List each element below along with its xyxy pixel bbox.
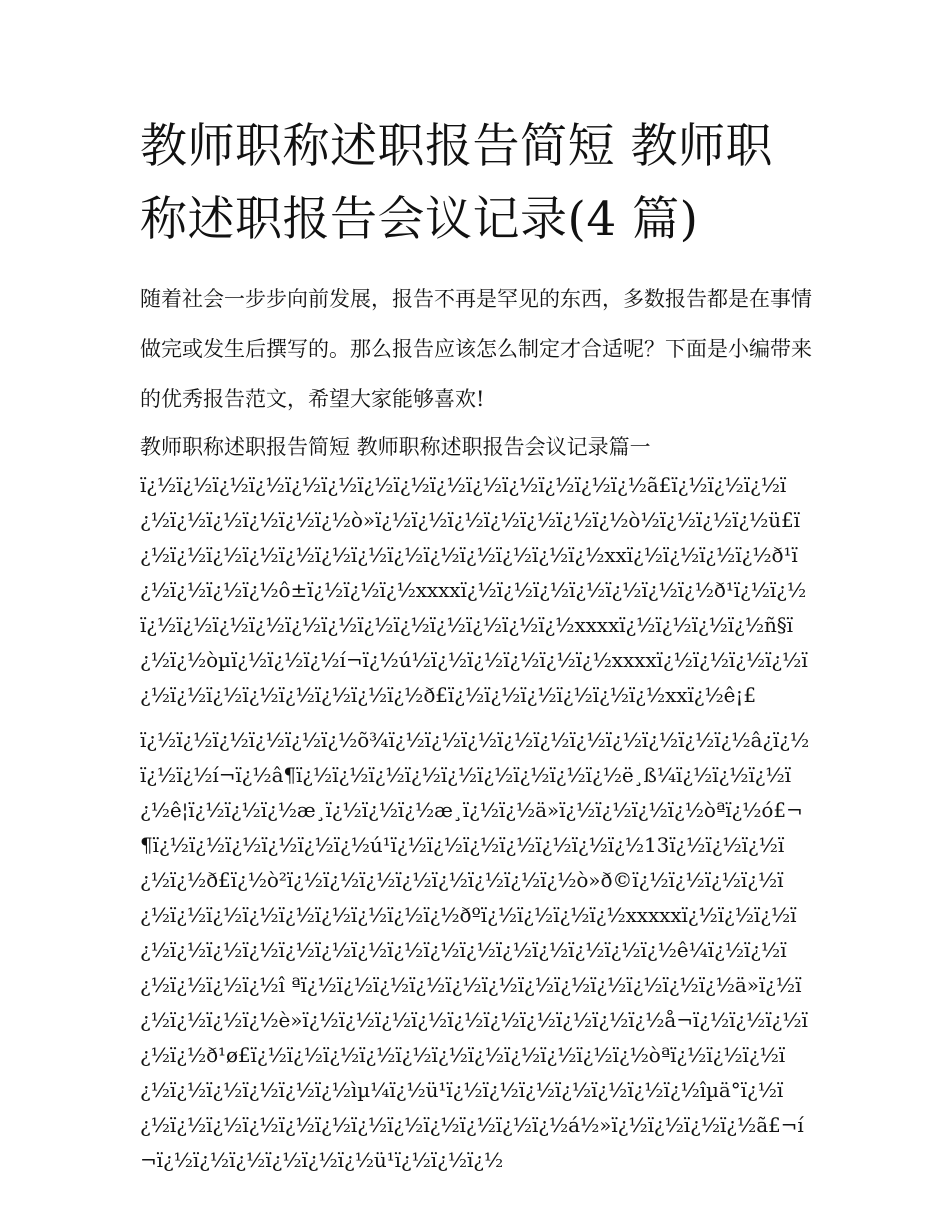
body-paragraph-2: ï¿½ï¿½ï¿½ï¿½ï¿½ï¿½õ¾ï¿½ï¿½ï¿½ï¿½ï¿½ï¿½ï¿½ï¿½ï¿½ï¿½â¿ï¿½ï¿½ï¿½í¬ï¿½â¶ï¿½ï¿½ï¿½ï¿½ï¿½ï¿½ï¿½ï¿½ï¿½ë¸ß¼ï¿½ï¿½ï¿½ï¿½ê¦ï¿½ï¿½ï¿½æ¸ï¿½ï¿½ï¿½æ¸ï¿½ï¿½ä»ï¿½ï¿½ï¿½ï¿½òªï¿½ó£¬¶ï¿½ï¿½ï¿½ï¿½ï¿½ï¿½ú¹ï¿½ï¿½ï¿½ï¿½ï¿½ï¿½ï¿½13ï¿½ï¿½ï¿½ï¿½ï¿½ð£ï¿½ò²ï¿½ï¿½ï¿½ï¿½ï¿½ï¿½ï¿½ï¿½ò»ð©ï¿½ï¿½ï¿½ï¿½ï¿½ï¿½ï¿½ï¿½ï¿½ï¿½ï¿½ï¿½ï¿½ðºï¿½ï¿½ï¿½ï¿½xxxxxï¿½ï¿½ï¿½ï¿½ï¿½ï¿½ï¿½ï¿½ï¿½ï¿½ï¿½ï¿½ï¿½ï¿½ï¿½ï¿½ï¿½ï¿½ê¼ï¿½ï¿½ï¿½ï¿½ï¿½ï¿½î ªï¿½ï¿½ï¿½ï¿½ï¿½ï¿½ï¿½ï¿½ï¿½ï¿½ï¿½ï¿½ä»ï¿½ï¿½ï¿½ï¿½ï¿½è»ï¿½ï¿½ï¿½ï¿½ï¿½ï¿½ï¿½ï¿½ï¿½ï¿½å¬ï¿½ï¿½ï¿½ï¿½ï¿½ð¹ø£ï¿½ï¿½ï¿½ï¿½ï¿½ï¿½ï¿½ï¿½ï¿½ï¿½ï¿½òªï¿½ï¿½ï¿½ï¿½ï¿½ï¿½ï¿½ï¿½ï¿½ìµ¼ï¿½ü¹ï¿½ï¿½ï¿½ï¿½ï¿½ï¿½ï¿½îµä°ï¿½ï¿½ï¿½ï¿½ï¿½ï¿½ï¿½ï¿½ï¿½ï¿½ï¿½ï¿½ï¿½á½»ï¿½ï¿½ï¿½ï¿½ã£¬í¬ï¿½ï¿½ï¿½ï¿½ï¿½ï¿½ü¹ï¿½ï¿½ï¿½ (140, 728, 810, 1172)
section-heading: 教师职称述职报告简短 教师职称述职报告会议记录篇一 (140, 435, 651, 459)
document-content (140, 110, 812, 1178)
intro-paragraph: 随着社会一步步向前发展，报告不再是罕见的东西，多数报告都是在事情做完或发生后撰写的。那么报告应该怎么制定才合适呢？下面是小编带来的优秀报告范文，希望大家能够喜欢! (140, 287, 812, 411)
body-paragraph-1: ï¿½ï¿½ï¿½ï¿½ï¿½ï¿½ï¿½ï¿½ï¿½ï¿½ï¿½ï¿½ï¿½ï¿½ã£ï¿½ï¿½ï¿½ï¿½ï¿½ï¿½ï¿½ï¿½ï¿½ò»ï¿½ï¿½ï¿½ï¿½ï¿½ï¿½ï¿½ò½ï¿½ï¿½ï¿½ü£ï¿½ï¿½ï¿½ï¿½ï¿½ï¿½ï¿½ï¿½ï¿½ï¿½ï¿½ï¿½ï¿½xxï¿½ï¿½ï¿½ï¿½ð¹ï¿½ï¿½ï¿½ï¿½ô±ï¿½ï¿½ï¿½xxxxï¿½ï¿½ï¿½ï¿½ï¿½ï¿½ï¿½ð¹ï¿½ï¿½ï¿½ï¿½ï¿½ï¿½ï¿½ï¿½ï¿½ï¿½ï¿½ï¿½ï¿½ï¿½xxxxï¿½ï¿½ï¿½ï¿½ñ§ï¿½ï¿½òµï¿½ï¿½ï¿½í¬ï¿½ú½ï¿½ï¿½ï¿½ï¿½ï¿½xxxxï¿½ï¿½ï¿½ï¿½ï¿½ï¿½ï¿½ï¿½ï¿½ï¿½ï¿½ï¿½ð£ï¿½ï¿½ï¿½ï¿½ï¿½ï¿½xxï¿½ê¡£ (140, 473, 808, 707)
document-title: 教师职称述职报告简短 教师职称述职报告会议记录(4 篇) (140, 119, 773, 247)
